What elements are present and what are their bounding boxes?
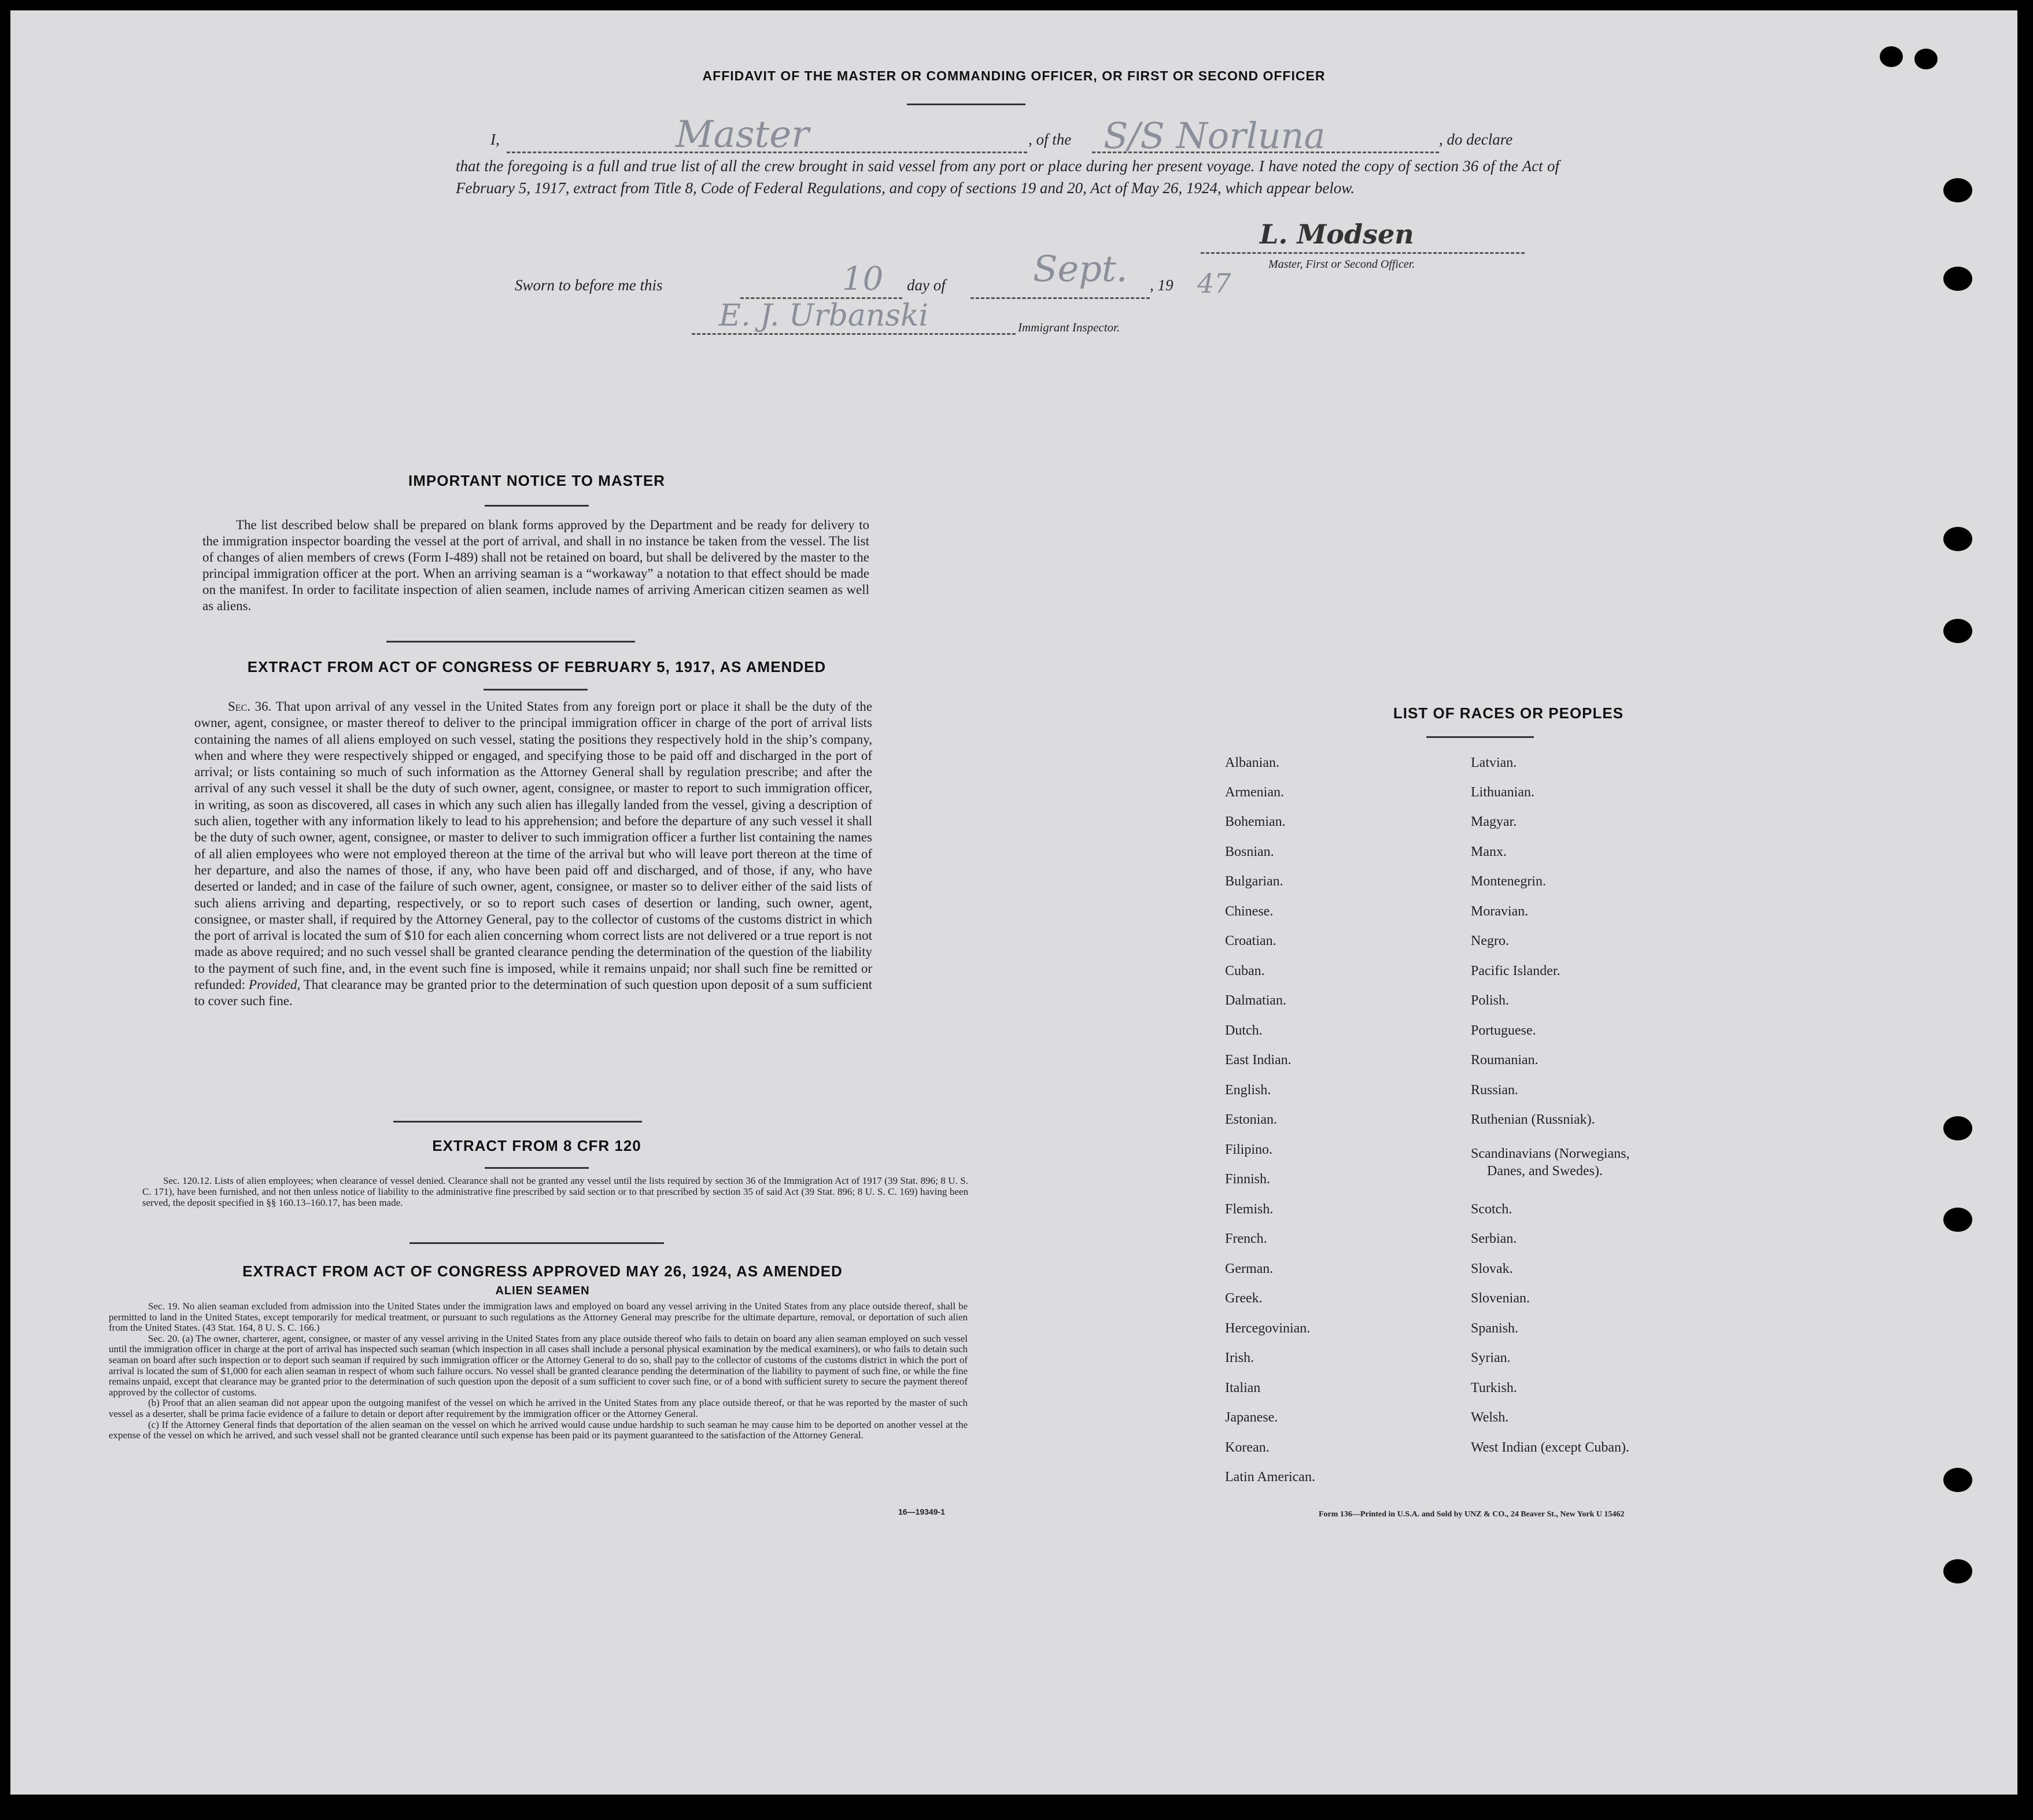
sec-20c-text: (c) If the Attorney General finds that deportation of the alien seaman on the vessel on which he arrived would cause undue hardship to such seaman he may cause him to be deported on another vessel at the expense of the vessel on which he arrived, and such vessel shall not be granted clearance until such expense has been paid or its payment guaranteed to the satisfaction of the Attorney General. [109, 1419, 968, 1441]
alien-seamen-subtitle: ALIEN SEAMEN [495, 1284, 590, 1297]
sec-36-end: That clearance may be granted prior to the determination of such question upon deposit of a sum sufficient to cover such fine. [194, 977, 872, 1009]
officer-signature: L. Modsen [1260, 219, 1414, 250]
race-item: Scandinavians (Norwegians, [1471, 1146, 1630, 1161]
race-item: Japanese. [1225, 1410, 1278, 1425]
section-rule-3 [409, 1242, 664, 1244]
sec-36-label: Sec. 36. [228, 699, 272, 714]
punch-hole-icon [1943, 1559, 1972, 1583]
provided-label: Provided, [249, 977, 301, 992]
race-item: Magyar. [1471, 814, 1517, 829]
punch-hole-icon [1943, 1468, 1972, 1492]
i-label: I, [490, 131, 500, 148]
month-line [971, 297, 1150, 299]
punch-hole-icon [1943, 1208, 1972, 1232]
race-item: Dutch. [1225, 1023, 1263, 1038]
race-item: Slovenian. [1471, 1291, 1530, 1306]
race-item: Albanian. [1225, 755, 1279, 770]
race-item: Hercegovinian. [1225, 1321, 1311, 1336]
extract-1924-body [109, 1301, 968, 1441]
sec-19-text: Sec. 19. No alien seaman excluded from admission into the United States under the immigration laws and employed on board any vessel arriving in the United States from any place outside thereof, shall be permitted to land in the United States, except temporarily for medical treatment, or pursuant to such regulations as the Attorney General may prescribe for the ultimate departure, removal, or deportation of such alien from the United States. (43 Stat. 164, 8 U. S. C. 166.) [109, 1301, 968, 1334]
punch-hole-icon [1943, 267, 1972, 291]
race-item: Lithuanian. [1471, 785, 1534, 800]
race-item: Latin American. [1225, 1470, 1315, 1485]
vessel-name: S/S Norluna [1104, 115, 1326, 157]
notice-body: The list described below shall be prepared on blank forms approved by the Department and be ready for delivery to the immigration inspector boarding the vessel at the port of arrival, and shall in no instance be taken from the vessel. The list of changes of alien members of crews (Form I-489) shall not be retained on board, but shall be delivered by the master to the principal immigration officer at the port. When an arriving seaman is a “workaway” a notation to that effect should be made on the manifest. In order to facilitate inspection of alien seamen, include names of arriving American citizen seamen as well as aliens. [202, 518, 869, 613]
title-rule [907, 104, 1025, 105]
inspector-signature: E. J. Urbanski [719, 298, 929, 333]
sworn-day: 10 [842, 260, 884, 298]
race-item: Croatian. [1225, 933, 1276, 948]
master-name: Master [676, 113, 809, 156]
sec-36-text: That upon arrival of any vessel in the United States from any foreign port or place it shall be the duty of the owner, agent, consignee, or master thereof to deliver to the principal immigration officer in charge of the port of arrival lists containing the names of all aliens employed on such vessel, stating the positions they respectively hold in the ship’s company, when and where they were respectively shipped or engaged, and specifying those to be paid off and discharged in the port of arrival; or lists containing so much of such information as the Attorney General shall by regulation prescribe; and after the arrival of any such vessel it shall be the duty of such owner, agent, consignee, or master to report to such immigration officer, in writing, as soon as discovered, all cases in which any such alien has illegally landed from the vessel, giving a description of such alien, together with any information likely to lead to his apprehension; and before the departure of any such vessel it shall be the duty of such owner, agent, consignee, or master to deliver to such immigration officer a further list containing the names of all alien employees who were not employed thereon at the time of the arrival but who will leave port thereon at the time of her departure, and also the names of those, if any, who have been paid off and discharged, and of those, if any, who have deserted or landed; and in case of the failure of such owner, agent, consignee, or master so to deliver either of the said lists of such aliens arriving and departing, respectively, or so to report such cases of desertion or landing, such owner, agent, consignee, or master shall, if required by the Attorney General, pay to the collector of customs of the customs district in which the port of arrival is located the sum of $10 for each alien concerning whom correct lists are not delivered or a true report is not made as above required; and no such vessel shall be granted clearance pending the determination of the question of the liability to the payment of such fine, and, in the event such fine is imposed, while it remains unpaid; nor shall such fine be remitted or refunded: [194, 699, 872, 992]
race-item: Russian. [1471, 1083, 1519, 1098]
punch-hole-icon [1943, 178, 1972, 202]
race-item: Manx. [1471, 844, 1507, 859]
affidavit-body: that the foregoing is a full and true list of all the crew brought in said vessel from any port or place during her present voyage. I have noted the copy of section 36 of the Act of February 5, 1917, extract from Title 8, Code of Federal Regulations, and copy of sections 19 and 20, Act of May 26, 1924, which appear below. [456, 157, 1559, 197]
race-item: West Indian (except Cuban). [1471, 1440, 1629, 1455]
extract-1924-title: EXTRACT FROM ACT OF CONGRESS APPROVED MAY 26, 1924, AS AMENDED [242, 1262, 843, 1280]
race-item: Polish. [1471, 993, 1510, 1008]
race-item: Pacific Islander. [1471, 963, 1560, 979]
race-item: Welsh. [1471, 1410, 1509, 1425]
race-item: Chinese. [1225, 904, 1274, 919]
race-item: Syrian. [1471, 1350, 1511, 1365]
punch-hole-icon [1943, 527, 1972, 551]
race-item: Finnish. [1225, 1172, 1271, 1187]
punch-hole-icon [1943, 619, 1972, 643]
form-footer: Form 136—Printed in U.S.A. and Sold by UNZ & CO., 24 Beaver St., New York U 15462 [1319, 1510, 1625, 1519]
extract-1917-rule [484, 689, 588, 691]
race-item: Bosnian. [1225, 844, 1274, 859]
form-code: 16—19349-1 [898, 1507, 945, 1516]
race-item: Latvian. [1471, 755, 1517, 770]
race-item: Slovak. [1471, 1261, 1513, 1276]
signature-caption: Master, First or Second Officer. [1268, 258, 1415, 271]
race-item: Filipino. [1225, 1142, 1273, 1157]
race-item: Estonian. [1225, 1112, 1277, 1127]
race-item: Roumanian. [1471, 1053, 1538, 1068]
race-item: Flemish. [1225, 1202, 1274, 1217]
extract-cfr-body: Sec. 120.12. Lists of alien employees; when clearance of vessel denied. Clearance shall not be granted any vessel until the lists required by section 36 of the Immigration Act of 1917 (39 Stat. 896; 8 U. S. C. 171), have been furnished, and not then unless notice of liability to the administrative fine prescribed by said section or to that prescribed by section 35 of said Act (39 Stat. 896; 8 U. S. C. 169) having been served, the deposit specified in §§ 160.13–160.17, has been made. [142, 1175, 968, 1208]
race-item: Spanish. [1471, 1321, 1519, 1336]
notice-rule [485, 505, 589, 507]
race-item: Scotch. [1471, 1202, 1512, 1217]
race-item: Greek. [1225, 1291, 1263, 1306]
race-item: Irish. [1225, 1350, 1254, 1365]
races-title: LIST OF RACES OR PEOPLES [1393, 704, 1624, 722]
race-item: Cuban. [1225, 963, 1265, 979]
of-the-label: , of the [1028, 131, 1072, 148]
affidavit-title: AFFIDAVIT OF THE MASTER OR COMMANDING OFFICER, OR FIRST OR SECOND OFFICER [702, 68, 1326, 83]
races-rule [1426, 736, 1534, 738]
punch-hole-icon [1880, 46, 1903, 67]
race-item: Korean. [1225, 1440, 1270, 1455]
race-item: Turkish. [1471, 1380, 1517, 1396]
section-rule-2 [393, 1121, 642, 1123]
inspector-caption: Immigrant Inspector. [1018, 320, 1120, 334]
sec-20a-text: Sec. 20. (a) The owner, charterer, agent, consignee, or master of any vessel arriving in the United States from any place outside thereof who fails to detain on board any alien seaman employed on such vessel until the immigration officer in charge at the port of arrival has inspected such seaman (which inspection in all cases shall include a personal physical examination by the medical examiners), or who fails to detain such seaman on board after such inspection or to deport such seaman if required by such immigration officer or the Attorney General to do so, shall pay to the collector of customs of the customs district in which the port of arrival is located the sum of $1,000 for each alien seaman in respect of whom such failure occurs. No vessel shall be granted clearance pending the determination of the liability to payment of such fine, or while the fine remains unpaid, except that clearance may be granted prior to the determination of such question upon the deposit of a sum sufficient to cover such fine, or of a bond with sufficient surety to secure the payment thereof approved by the collector of customs. [109, 1332, 968, 1398]
race-item: East Indian. [1225, 1053, 1292, 1068]
do-declare-label: , do declare [1439, 131, 1513, 148]
section-rule-1 [386, 641, 635, 643]
extract-cfr-rule [485, 1167, 589, 1169]
punch-hole-icon [1914, 49, 1938, 69]
sec-20b-text: (b) Proof that an alien seaman did not appear upon the outgoing manifest of the vessel on which he arrived in the United States from any place outside thereof, or that he was reported by the master of such vessel as a deserter, shall be prima facie evidence of a failure to detain or deport after requirement by the immigration officer or the Attorney General. [109, 1397, 968, 1419]
extract-1917-body [194, 699, 872, 1010]
race-item: Dalmatian. [1225, 993, 1286, 1008]
punch-hole-icon [1943, 1116, 1972, 1140]
race-item: Ruthenian (Russniak). [1471, 1112, 1595, 1127]
sworn-text: Sworn to before me this [515, 276, 663, 294]
race-item: Danes, and Swedes). [1487, 1164, 1603, 1179]
day-of-label: day of [907, 276, 946, 294]
race-item: Armenian. [1225, 785, 1284, 800]
sworn-month: Sept. [1033, 248, 1128, 290]
race-item: Portuguese. [1471, 1023, 1536, 1038]
race-item: English. [1225, 1083, 1271, 1098]
race-item: Negro. [1471, 933, 1509, 948]
extract-1917-title: EXTRACT FROM ACT OF CONGRESS OF FEBRUARY 5, 1917, AS AMENDED [247, 658, 827, 675]
notice-title: IMPORTANT NOTICE TO MASTER [408, 472, 665, 489]
year-prefix: , 19 [1150, 276, 1174, 294]
race-item: Serbian. [1471, 1231, 1517, 1246]
sworn-year: 47 [1197, 268, 1231, 299]
signature-line [1201, 252, 1525, 254]
race-item: German. [1225, 1261, 1274, 1276]
race-item: Montenegrin. [1471, 874, 1546, 889]
race-item: Moravian. [1471, 904, 1529, 919]
extract-cfr-title: EXTRACT FROM 8 CFR 120 [432, 1137, 641, 1154]
race-item: French. [1225, 1231, 1267, 1246]
race-item: Bohemian. [1225, 814, 1286, 829]
inspector-line [692, 333, 1016, 335]
race-item: Bulgarian. [1225, 874, 1283, 889]
race-item: Italian [1225, 1380, 1261, 1396]
document-page [10, 10, 2017, 1795]
